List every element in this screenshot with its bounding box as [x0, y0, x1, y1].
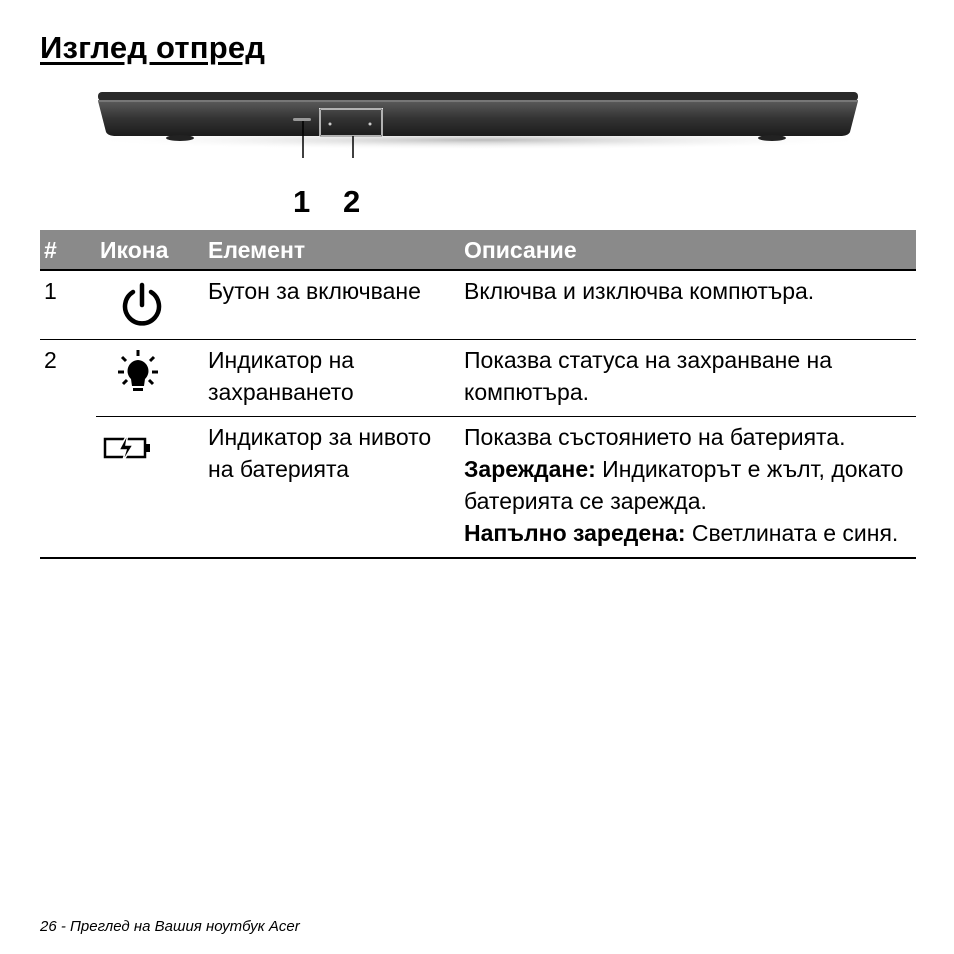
row-element: Индикатор за нивото на батерията — [204, 417, 460, 559]
components-table — [40, 230, 916, 559]
note-full — [464, 517, 912, 549]
row-element: Индикатор на захранването — [208, 347, 355, 405]
note-label: Напълно заредена: — [464, 520, 686, 546]
description-text: Показва състоянието на батерията. — [464, 424, 846, 450]
header-description: Описание — [460, 230, 916, 270]
note-text: Светлината е синя. — [691, 520, 899, 546]
note-text: Индикаторът е жълт, докато батерията се зарежда. — [464, 456, 904, 514]
callout-2: 2 — [343, 184, 361, 219]
page-footer: 26 - Преглед на Вашия ноутбук Acer — [40, 918, 300, 935]
light-bulb-icon — [114, 348, 162, 396]
table-row — [40, 417, 916, 559]
laptop-front-view-image — [80, 88, 880, 158]
row-description: Показва статуса на захранване на компютъра. — [464, 347, 833, 405]
page-title: Изглед отпред — [40, 30, 266, 65]
row-description: Включва и изключва компютъра. — [460, 270, 916, 340]
row-icon — [96, 270, 204, 340]
table-row — [40, 340, 916, 417]
row-icon — [96, 417, 204, 559]
header-element: Елемент — [204, 230, 460, 270]
row-description — [460, 417, 916, 559]
note-charging — [464, 453, 912, 517]
row-number: 2 — [44, 347, 57, 373]
table-row — [40, 270, 916, 340]
row-number — [40, 417, 96, 559]
header-icon: Икона — [96, 230, 204, 270]
header-number: # — [40, 230, 96, 270]
battery-charging-icon — [102, 431, 154, 465]
row-number: 1 — [40, 270, 96, 340]
power-icon — [118, 281, 166, 329]
table-header-row — [40, 230, 916, 270]
row-element: Бутон за включване — [204, 270, 460, 340]
note-label: Зареждане: — [464, 456, 596, 482]
row-icon — [96, 340, 204, 417]
callout-1: 1 — [293, 184, 311, 219]
